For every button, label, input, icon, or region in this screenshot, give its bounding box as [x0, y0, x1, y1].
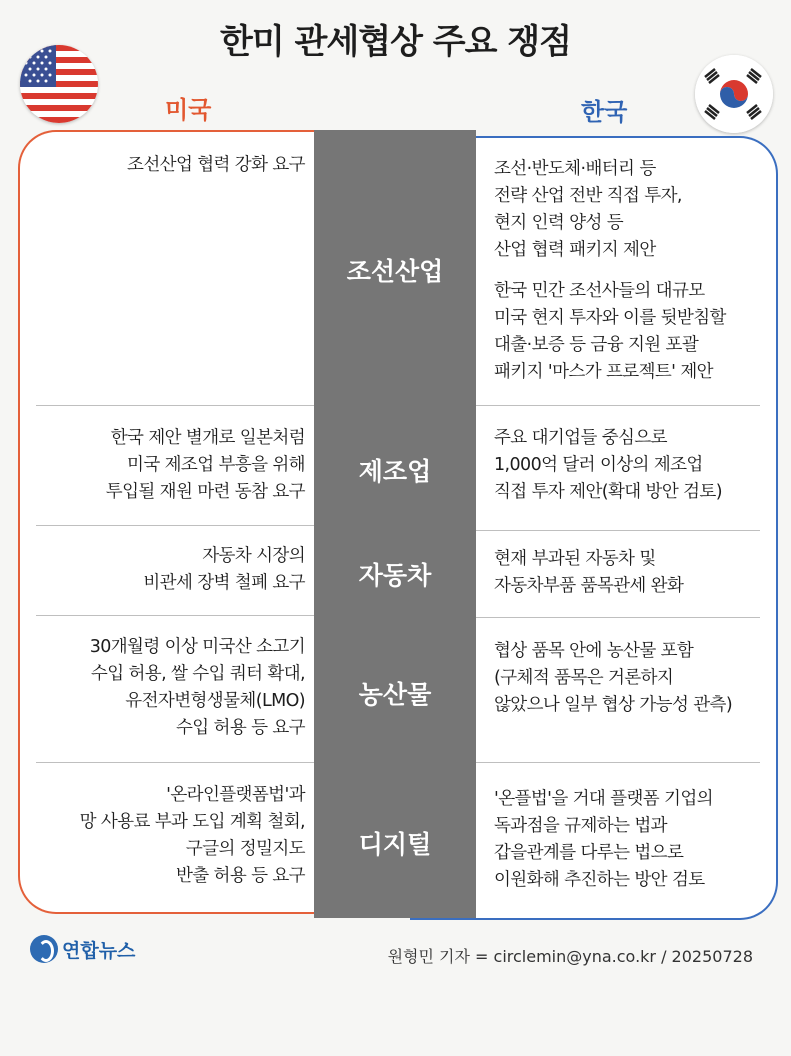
us-position-automobiles: 자동차 시장의 비관세 장벽 철폐 요구	[143, 546, 305, 593]
korea-position-manufacturing: 주요 대기업들 중심으로 1,000억 달러 이상의 제조업 직접 투자 제안(확대 방안 검토)	[494, 428, 722, 502]
topic-column	[314, 130, 476, 918]
yonhap-logo-icon	[30, 935, 58, 963]
row-divider	[36, 615, 314, 616]
topic-automobiles: 자동차	[358, 561, 432, 590]
row-divider	[476, 617, 760, 618]
korea-side-label: 한국	[581, 98, 628, 126]
korea-position-digital: '온플법'을 거대 플랫폼 기업의 독과점을 규제하는 법과 갑을관계를 다루는 법으로 이원화해 추진하는 방안 검토	[494, 789, 713, 890]
us-position-digital: '온라인플랫폼법'과 망 사용료 부과 도입 계획 철회, 구글의 정밀지도 반출 허용 등 요구	[79, 785, 305, 886]
korea-position-shipbuilding: 조선·반도체·배터리 등 전략 산업 전반 직접 투자, 현지 인력 양성 등 산업 협력 패키지 제안	[494, 159, 682, 260]
row-divider	[36, 525, 314, 526]
topic-manufacturing: 제조업	[358, 457, 432, 486]
korea-flag-icon	[695, 55, 773, 133]
row-divider	[36, 762, 314, 763]
byline-credit: 원형민 기자 = circlemin@yna.co.kr / 20250728	[387, 947, 753, 966]
us-side-label: 미국	[165, 96, 212, 124]
korea-position-shipbuilding-masga: 한국 민간 조선사들의 대규모 미국 현지 투자와 이를 뒷받침할 대출·보증 등 금융 지원 포괄 패키지 '마스가 프로젝트' 제안	[494, 281, 726, 382]
row-divider	[36, 405, 314, 406]
us-position-manufacturing: 한국 제안 별개로 일본처럼 미국 제조업 부흥을 위해 투입될 재원 마련 동참 요구	[105, 428, 305, 502]
us-flag-icon	[20, 45, 98, 123]
korea-position-automobiles: 현재 부과된 자동차 및 자동차부품 품목관세 완화	[494, 549, 684, 596]
page-title: 한미 관세협상 주요 쟁점	[220, 22, 571, 62]
row-divider	[476, 405, 760, 406]
row-divider	[476, 530, 760, 531]
row-divider	[476, 762, 760, 763]
us-position-shipbuilding: 조선산업 협력 강화 요구	[127, 155, 305, 175]
korea-position-agriculture: 협상 품목 안에 농산물 포함 (구체적 품목은 거론하지 않았으나 일부 협상 가능성 관측)	[494, 641, 733, 715]
us-position-agriculture: 30개월령 이상 미국산 소고기 수입 허용, 쌀 수입 쿼터 확대, 유전자변형생물체(LMO) 수입 허용 등 요구	[89, 637, 305, 738]
yonhap-logo	[30, 935, 135, 963]
topic-agriculture: 농산물	[358, 680, 432, 709]
topic-shipbuilding: 조선산업	[346, 257, 444, 286]
topic-digital: 디지털	[358, 830, 432, 859]
yonhap-logo-text: 연합뉴스	[62, 939, 136, 962]
